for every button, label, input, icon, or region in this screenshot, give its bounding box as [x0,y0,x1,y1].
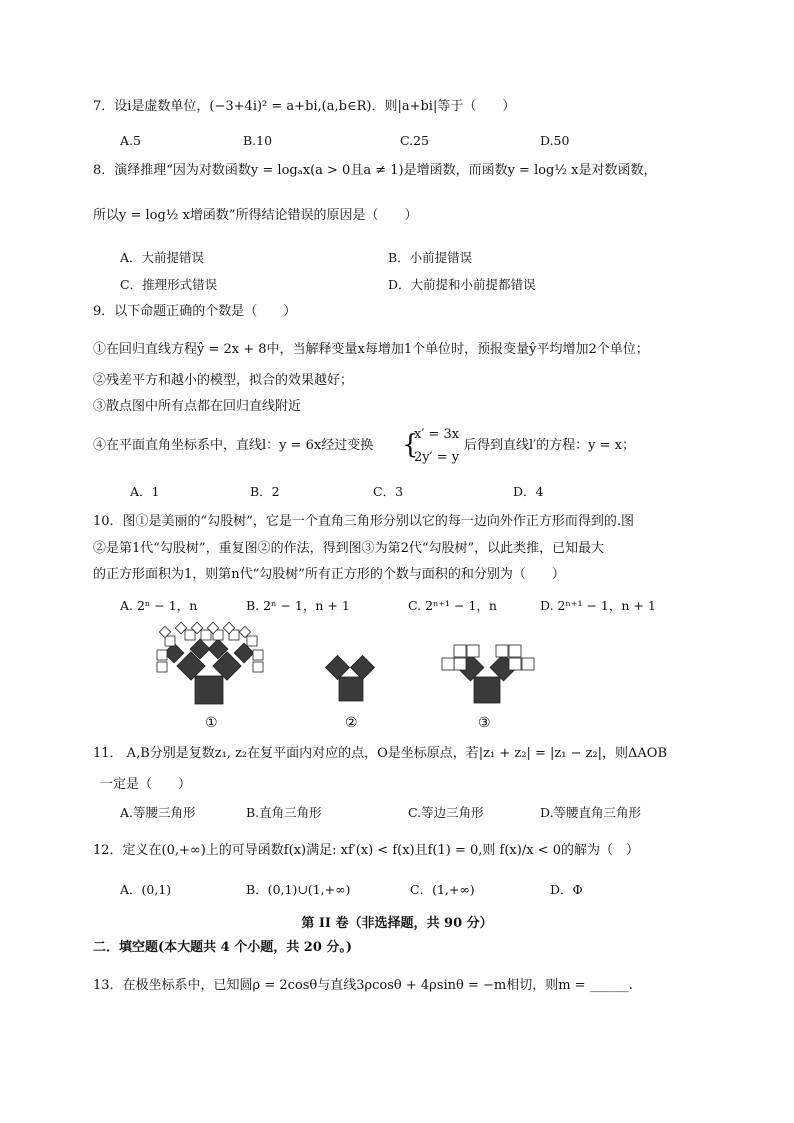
q11-option-b: B.直角三角形 [246,805,322,820]
tree-leaf-square [157,662,167,672]
tree-leaf-square [247,636,257,646]
q10-option-c: C. 2ⁿ⁺¹ − 1，n [408,598,497,613]
q8-option-c: C．推理形式错误 [120,277,218,292]
q11-option-d: D.等腰直角三角形 [540,805,642,820]
q7-option-b: B.10 [243,133,273,148]
q9-item2: ②残差平方和越小的模型，拟合的效果越好； [93,373,354,388]
tree-left-square [325,655,349,679]
q12-option-d: D．Φ [550,882,583,897]
q8-option-b: B．小前提错误 [388,250,473,265]
q7-stem: 7．设i是虚数单位，(−3+4i)² = a+bi,(a,b∈R)．则|a+bi|等于（ ） [93,99,516,114]
q8-stem-line1: 8．演绎推理“因为对数函数y = logₐx(a > 0且a ≠ 1)是增函数，而函数y = log½ x是对数函数， [93,163,657,178]
tree-leaf-square [157,650,167,660]
q9-transform-bottom: 2y′ = y [414,450,460,465]
q10-line3: 的正方形面积为1，则第n代“勾股树”所有正方形的个数与面积的和分别为（ ） [93,567,565,582]
figure-label-1: ① [205,715,218,731]
tree-small-square [509,645,521,657]
q13-stem: 13．在极坐标系中，已知圆ρ = 2cosθ与直线3ρcosθ + 4ρsinθ = −m相切，则m = ______. [93,978,633,993]
tree-leaf-square [253,650,263,660]
tree-small-square [467,645,479,657]
q9-item1: ①在回归直线方程ŷ = 2x + 8中，当解释变量x每增加1个单位时，预报变量ŷ平均增加2个单位； [93,342,649,357]
q10-option-d: D. 2ⁿ⁺¹ − 1，n + 1 [540,598,656,613]
tree-small-square [442,658,454,670]
section2-title: 第 II 卷（非选择题，共 90 分） [301,916,493,931]
tree-small-square [496,645,508,657]
q11-option-a: A.等腰三角形 [120,805,196,820]
section2-subtitle: 二．填空题(本大题共 4 个小题，共 20 分。) [93,940,353,955]
q10-option-b: B. 2ⁿ − 1，n + 1 [246,598,350,613]
q12-option-c: C．(1,+∞) [410,882,475,897]
tree-right-square [350,655,374,679]
q10-option-a: A. 2ⁿ − 1，n [120,598,198,613]
q8-stem-line2: 所以y = log½ x增函数”所得结论错误的原因是（ ） [93,208,418,223]
q8-option-a: A．大前提错误 [120,250,205,265]
tree-small-square [454,658,466,670]
tree-small-square [522,658,534,670]
q7-option-d: D.50 [540,133,570,148]
q7-option-a: A.5 [120,133,141,148]
q9-option-b: B．2 [250,484,280,499]
q9-item4-b: 后得到直线l′的方程：y = x； [464,438,635,453]
q9-transform-top: x′ = 3x [414,427,460,442]
q9-option-c: C．3 [373,484,404,499]
figure-label-3: ③ [478,715,491,731]
tree-base-square [339,677,363,701]
tree-small-square [454,645,466,657]
pythagoras-tree-figure-3 [440,645,536,707]
tree-leaf-square [165,636,175,646]
q9-item3: ③散点图中所有点都在回归直线附近 [93,399,302,414]
q10-line2: ②是第1代“勾股树”，重复图②的作法，得到图③为第2代“勾股树”，以此类推，已知最大 [93,541,605,556]
q10-line1: 10．图①是美丽的“勾股树”，它是一个直角三角形分别以它的每一边向外作正方形而得到的.图 [93,514,634,529]
tree-leaf-square [253,662,263,672]
q9-transform-brace: { [402,430,419,460]
figure-label-2: ② [345,715,358,731]
q9-stem: 9．以下命题正确的个数是（ ） [93,304,297,319]
pythagoras-tree-figure-1 [155,628,265,708]
q9-item4-a: ④在平面直角坐标系中，直线l：y = 6x经过变换 [93,438,374,453]
tree-base-square [474,677,500,703]
q7-option-c: C.25 [400,133,429,148]
tree-base-square [195,676,223,704]
q12-option-b: B．(0,1)∪(1,+∞) [246,882,351,897]
q11-option-c: C.等边三角形 [408,805,484,820]
q9-option-a: A．1 [130,484,160,499]
tree-leaf-square [185,630,195,640]
q12-option-a: A．(0,1) [120,882,172,897]
q8-option-d: D．大前提和小前提都错误 [388,277,536,292]
q11-line2: 一定是（ ） [100,777,192,792]
q11-line1: 11． A,B分别是复数z₁, z₂在复平面内对应的点，O是坐标原点，若|z₁ + z₂| = |z₁ − z₂|，则ΔAOB [93,746,668,761]
pythagoras-tree-figure-2 [325,655,375,707]
q12-stem: 12．定义在(0,+∞)上的可导函数f(x)满足: xf′(x) < f(x)且f(1) = 0,则 f(x)/x < 0的解为（ ） [93,843,639,858]
q9-option-d: D．4 [513,484,544,499]
tree-small-square [509,658,521,670]
tree-leaf-square [201,630,211,640]
